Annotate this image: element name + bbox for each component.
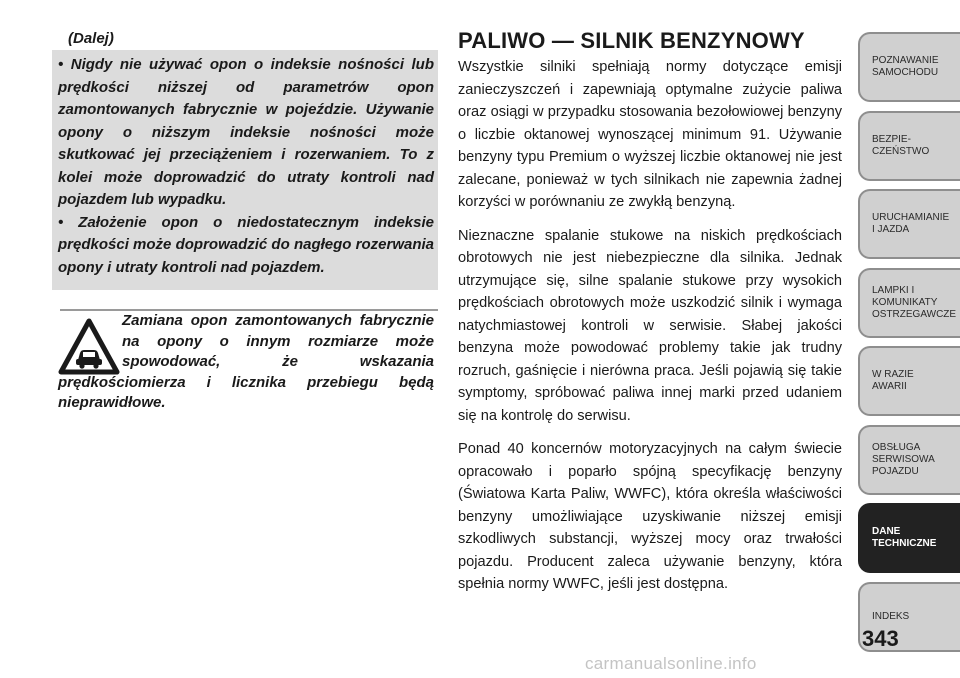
tab-label: BEZPIE- CZEŃSTWO (872, 133, 930, 157)
paragraph-knock: Nieznaczne spalanie stukowe na niskich prędkościach obrotowych nie jest niebezpieczne dla silnika. Jednak utrzymujące się, silne spalanie stukowe przy wysokich prędkościach obrotowych może uszkodzić silnik i wymaga natychmiastowej kontroli w serwisie. Słabej jakości benzyna może powodować problemy takie jak trudny rozruch, gaśnięcie i nierówna praca. Jeśli pojawią się takie symptomy, spróbować paliwa innej marki przed udaniem się na kontrolę do serwisu. (458, 227, 842, 424)
tab-label: INDEKS (872, 610, 910, 622)
warning-item-speed-index: • Założenie opon o niedostatecznym indeksie prędkości może doprowadzić do nagłego rozerwania opony i utraty kontroli nad pojazdem. (58, 213, 434, 276)
tab-label: W RAZIE AWARII (872, 369, 914, 392)
continued-label: (Dalej) (68, 30, 114, 47)
tab-poznawanie-samochodu[interactable] (858, 32, 960, 102)
tab-w-razie-awarii[interactable] (858, 346, 960, 416)
tab-label: LAMPKI I KOMUNIKATY OSTRZEGAWCZE (872, 284, 957, 320)
caution-text (58, 311, 434, 414)
paragraph-wwfc: Ponad 40 koncernów motoryzacyjnych na całym świecie opracowało i poparło spójną specyfikację benzyny (Światowa Karta Paliw, WWFC), która określa właściwości benzyny umożliwiające uzyskiwanie niższej emisji szkodliwych substancji, wyższej mocy oraz trwałości pojazdu. Producent zaleca używanie benzyny, która spełnia normy WWFC, jeśli jest dostępna. (458, 441, 842, 592)
tab-label: URUCHAMIANIE I JAZDA (872, 212, 950, 235)
paragraph-octane: Wszystkie silniki spełniają normy dotyczące emisji zanieczyszczeń i zapewniają optymalne zużycie paliwa oraz osiągi w przypadku stosowania bezołowiowej benzyny o liczbie oktanowej wynoszącej minimum 91. Używanie benzyny typu Premium o wyższej liczbie oktanowej nie jest zalecane, ponieważ w tych silnikach nie zapewnia żadnej korzyści w porównaniu ze zwykłą benzyną. (458, 59, 842, 210)
caution-text-body: Zamiana opon zamontowanych fabrycznie na opony o innym rozmiarze może spowodować, że wskazania prędkościomierza i licznika przebiegu będą nieprawidłowe. (58, 312, 434, 411)
tab-lampki-i-komunikaty[interactable] (858, 268, 960, 338)
tab-dane-techniczne[interactable] (858, 503, 960, 573)
body-text (458, 56, 842, 607)
tab-label: DANE TECHNICZNE (872, 526, 937, 549)
tab-label: POZNAWANIE SAMOCHODU (872, 55, 939, 78)
page-number: 343 (862, 626, 899, 651)
tab-bezpieczenstwo[interactable] (858, 111, 960, 181)
tab-label: OBSŁUGA SERWISOWA POJAZDU (872, 441, 935, 477)
watermark: carmanualsonline.info (585, 654, 757, 673)
warning-item-load-index: • Nigdy nie używać opon o indeksie nośności lub prędkości niższej od parametrów opon zamontowanych fabrycznie w pojeździe. Używanie opony o niższym indeksie nośności może skutkować jej przeciążeniem i rozerwaniem. To z kolei może doprowadzić do utraty kontroli nad pojazdem lub wypadku. (58, 56, 434, 208)
warning-text (58, 54, 434, 279)
tab-obsluga-serwisowa[interactable] (858, 425, 960, 495)
section-title: PALIWO — SILNIK BENZYNOWY (458, 28, 805, 53)
tab-uruchamianie-i-jazda[interactable] (858, 189, 960, 259)
chapter-tabs (858, 32, 960, 660)
